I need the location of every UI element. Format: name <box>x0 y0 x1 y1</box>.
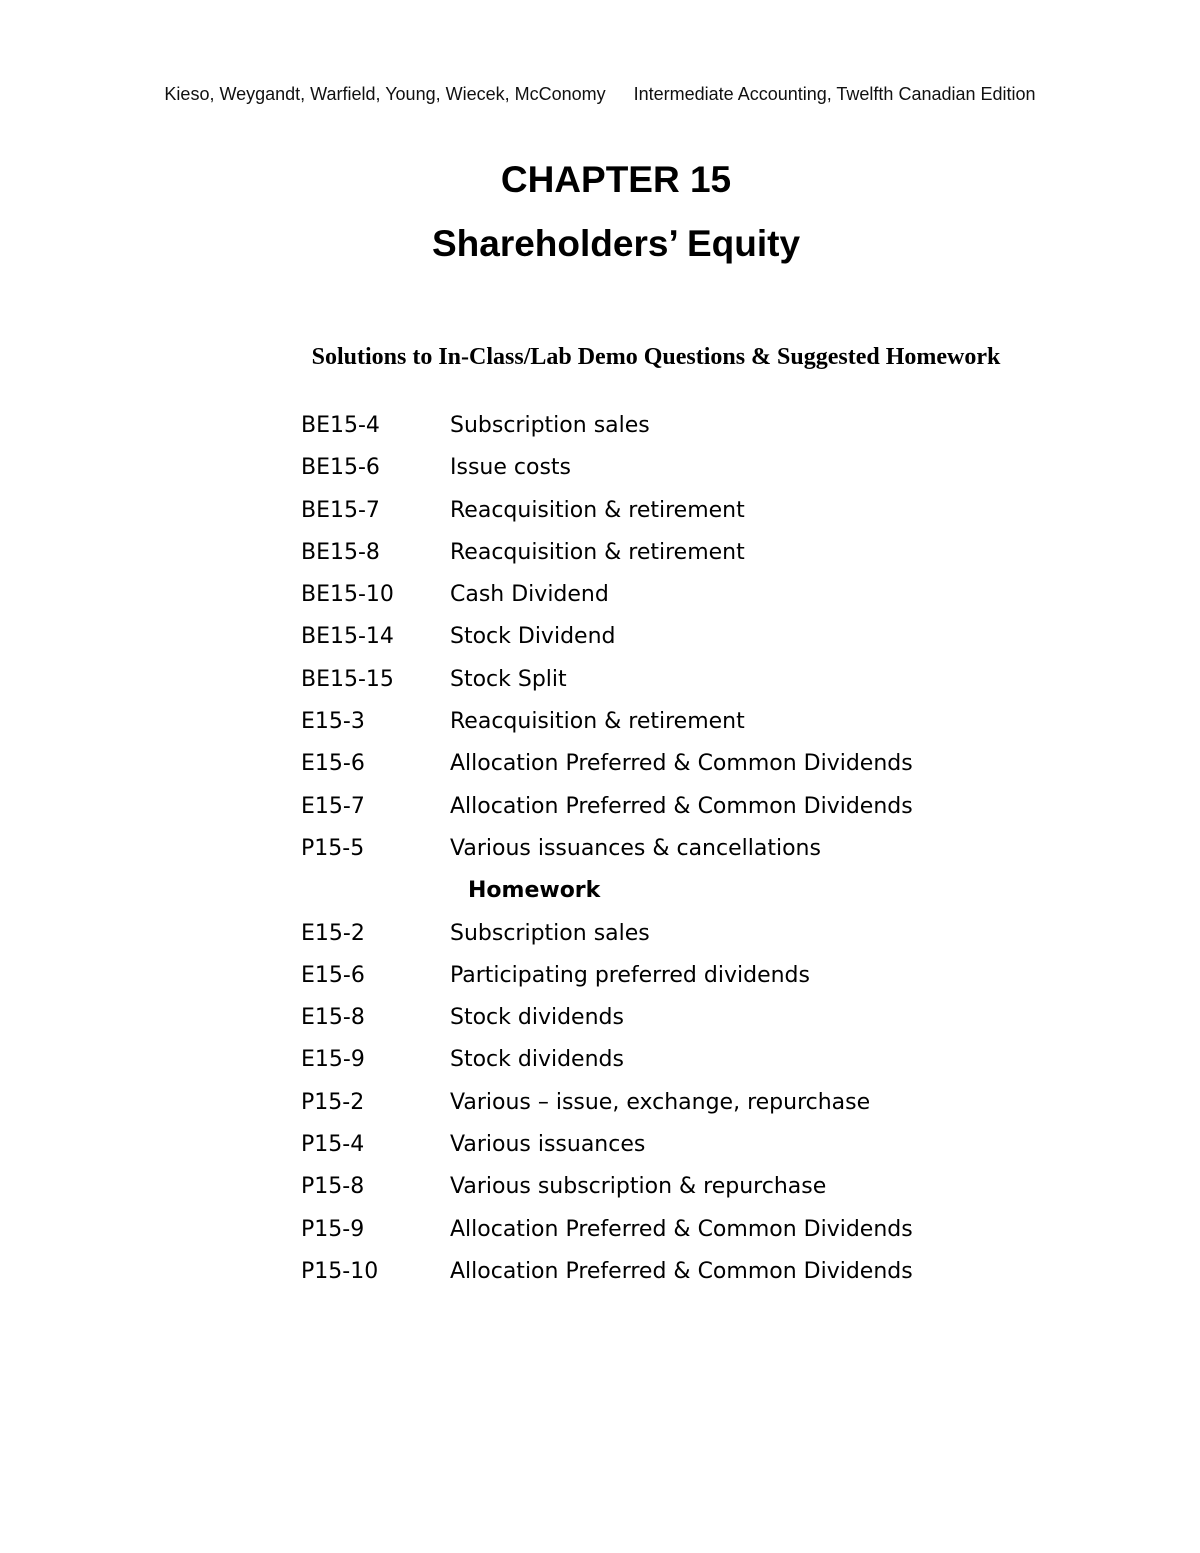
list-item <box>301 447 1061 489</box>
exercise-code: BE15-10 <box>301 582 394 608</box>
list-item <box>301 1209 1061 1251</box>
exercise-topic: Various issuances <box>450 1132 646 1158</box>
list-item <box>301 532 1061 574</box>
exercise-code: E15-9 <box>301 1047 365 1073</box>
exercise-code: E15-6 <box>301 962 365 988</box>
exercise-topic: Allocation Preferred & Common Dividends <box>450 1258 913 1284</box>
exercise-code: P15-8 <box>301 1174 365 1200</box>
exercise-topic: Issue costs <box>450 455 571 481</box>
exercise-topic: Stock Dividend <box>450 624 616 650</box>
exercise-code: E15-3 <box>301 709 365 735</box>
header-book-title: Intermediate Accounting, Twelfth Canadian Edition <box>633 84 1036 104</box>
exercise-topic: Allocation Preferred & Common Dividends <box>450 793 913 819</box>
section-heading: Solutions to In-Class/Lab Demo Questions & Suggested Homework <box>311 344 1001 370</box>
list-item <box>301 786 1061 828</box>
list-item <box>301 574 1061 616</box>
list-item <box>301 828 1061 870</box>
exercise-topic: Subscription sales <box>450 920 650 946</box>
list-item <box>301 1166 1061 1208</box>
exercise-topic: Allocation Preferred & Common Dividends <box>450 751 913 777</box>
exercise-code: BE15-6 <box>301 455 380 481</box>
exercise-code: BE15-4 <box>301 413 380 438</box>
assignment-list <box>301 405 1061 1293</box>
exercise-code: P15-10 <box>301 1258 379 1284</box>
chapter-title: CHAPTER 15 <box>500 159 732 200</box>
exercise-code: E15-8 <box>301 1005 365 1031</box>
exercise-topic: Subscription sales <box>450 413 650 438</box>
exercise-topic: Various issuances & cancellations <box>450 835 821 861</box>
list-item <box>301 405 1061 447</box>
exercise-code: BE15-7 <box>301 497 380 523</box>
exercise-topic: Reacquisition & retirement <box>450 709 745 735</box>
list-item <box>301 1082 1061 1124</box>
list-item <box>301 616 1061 658</box>
exercise-topic: Stock dividends <box>450 1005 624 1031</box>
list-item <box>301 955 1061 997</box>
list-item <box>301 743 1061 785</box>
list-item <box>301 659 1061 701</box>
exercise-code: BE15-15 <box>301 666 394 692</box>
exercise-code: P15-4 <box>301 1132 365 1158</box>
exercise-code: P15-2 <box>301 1089 365 1115</box>
header-authors: Kieso, Weygandt, Warfield, Young, Wiecek, McConomy <box>164 84 606 104</box>
list-item <box>301 701 1061 743</box>
exercise-code: BE15-8 <box>301 539 380 565</box>
exercise-code: E15-2 <box>301 920 365 946</box>
exercise-code: E15-6 <box>301 751 365 777</box>
exercise-topic: Allocation Preferred & Common Dividends <box>450 1216 913 1242</box>
exercise-code: BE15-14 <box>301 624 394 650</box>
exercise-topic: Stock dividends <box>450 1047 624 1073</box>
page-header <box>0 84 1200 105</box>
exercise-code: P15-5 <box>301 835 365 861</box>
exercise-topic: Reacquisition & retirement <box>450 539 745 565</box>
exercise-topic: Participating preferred dividends <box>450 962 810 988</box>
list-item <box>301 490 1061 532</box>
exercise-code: P15-9 <box>301 1216 365 1242</box>
chapter-subtitle: Shareholders’ Equity <box>431 223 801 264</box>
exercise-topic: Various – issue, exchange, repurchase <box>450 1089 871 1115</box>
exercise-topic: Various subscription & repurchase <box>450 1174 827 1200</box>
exercise-topic: Cash Dividend <box>450 582 609 608</box>
exercise-code: E15-7 <box>301 793 365 819</box>
exercise-topic: Stock Split <box>450 666 567 692</box>
list-item <box>301 913 1061 955</box>
list-item <box>301 1251 1061 1293</box>
homework-heading: Homework <box>468 878 601 904</box>
list-item <box>301 1124 1061 1166</box>
list-item <box>301 997 1061 1039</box>
exercise-topic: Reacquisition & retirement <box>450 497 745 523</box>
list-item <box>301 1039 1061 1081</box>
